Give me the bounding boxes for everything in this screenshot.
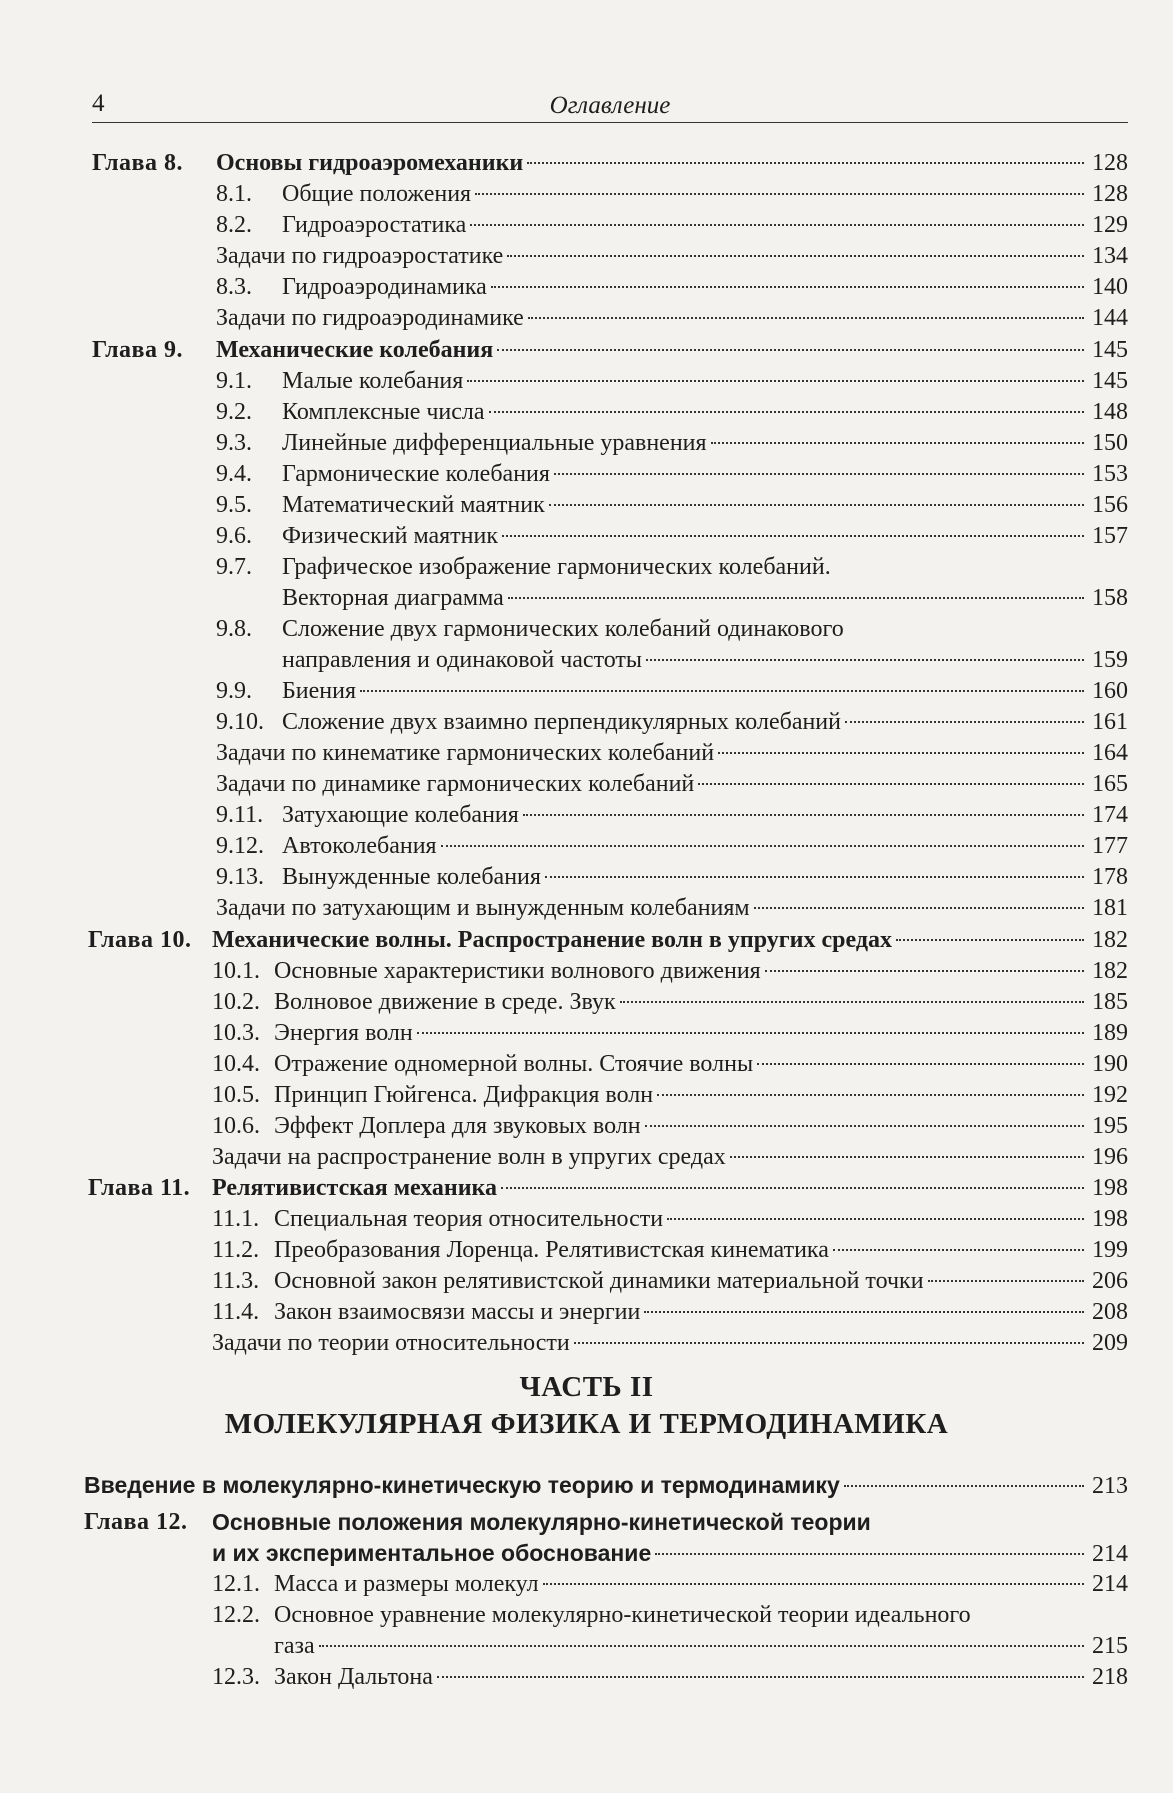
section-title: Гармонические колебания (282, 461, 550, 487)
section-title: Малые колебания (282, 368, 464, 394)
dot-leader (549, 504, 1084, 506)
section-title-line1: Основное уравнение молекулярно-кинетической теории идеального (274, 1602, 971, 1628)
section-number: 10.4. (212, 1051, 260, 1077)
toc-entry[interactable] (216, 833, 1128, 864)
section-number: 11.3. (212, 1268, 260, 1294)
toc-entry-chapter-11[interactable] (212, 1175, 1128, 1206)
dot-leader (441, 845, 1084, 847)
dot-leader (620, 1001, 1084, 1003)
toc-entry[interactable] (216, 864, 1128, 895)
section-title: Волновое движение в среде. Звук (274, 989, 616, 1015)
page-ref: 153 (1092, 461, 1128, 487)
section-title: Закон взаимосвязи массы и энергии (274, 1299, 641, 1325)
page-ref: 128 (1092, 150, 1128, 176)
section-title-line1: Графическое изображение гармонических колебаний. (282, 554, 831, 580)
toc-entry[interactable] (274, 1633, 1128, 1664)
section-number: 9.10. (216, 709, 264, 735)
dot-leader (644, 1311, 1084, 1313)
dot-leader (754, 907, 1084, 909)
section-number: 12.2. (212, 1602, 260, 1628)
chapter-8-label: Глава 8. (92, 150, 183, 176)
page-ref: 182 (1092, 958, 1128, 984)
toc-entry[interactable] (212, 1020, 1128, 1051)
problems-title: Задачи по гидроаэродинамике (216, 305, 524, 331)
section-title: Отражение одномерной волны. Стоячие волны (274, 1051, 754, 1077)
page-ref: 195 (1092, 1113, 1128, 1139)
section-title: Общие положения (282, 181, 472, 207)
page-ref: 156 (1092, 492, 1128, 518)
page-ref: 140 (1092, 274, 1128, 300)
section-number: 9.12. (216, 833, 264, 859)
section-title: Комплексные числа (282, 399, 485, 425)
dot-leader (554, 473, 1084, 475)
section-title: Гидроаэростатика (282, 212, 467, 238)
dot-leader (574, 1342, 1084, 1344)
page-ref: 160 (1092, 678, 1128, 704)
chapter-12-label: Глава 12. (84, 1509, 188, 1535)
dot-leader (896, 939, 1084, 941)
page-ref: 189 (1092, 1020, 1128, 1046)
page-ref: 161 (1092, 709, 1128, 735)
problems-title: Задачи по гидроаэростатике (216, 243, 504, 269)
section-title: Закон Дальтона (274, 1664, 433, 1690)
toc-entry[interactable] (216, 399, 1128, 430)
page-ref: 158 (1092, 585, 1128, 611)
page-ref: 198 (1092, 1175, 1128, 1201)
chapter-11-label: Глава 11. (88, 1175, 191, 1201)
page-ref: 209 (1092, 1330, 1128, 1356)
toc-entry[interactable] (212, 1664, 1128, 1695)
dot-leader (711, 442, 1084, 444)
chapter-9-label: Глава 9. (92, 337, 183, 363)
section-title: Масса и размеры молекул (274, 1571, 539, 1597)
page-ref: 157 (1092, 523, 1128, 549)
chapter-title: Механические колебания (216, 337, 494, 363)
section-title: Биения (282, 678, 357, 704)
section-number: 11.4. (212, 1299, 260, 1325)
page-ref: 198 (1092, 1206, 1128, 1232)
toc-entry[interactable] (216, 368, 1128, 399)
page-ref: 192 (1092, 1082, 1128, 1108)
toc-entry-chapter-8[interactable] (216, 150, 1128, 181)
section-title: Автоколебания (282, 833, 437, 859)
page-ref: 199 (1092, 1237, 1128, 1263)
section-number: 9.1. (216, 368, 252, 394)
dot-leader (655, 1553, 1084, 1555)
dot-leader (523, 814, 1084, 816)
toc-entry[interactable] (216, 802, 1128, 833)
section-number: 11.1. (212, 1206, 260, 1232)
page-ref: 208 (1092, 1299, 1128, 1325)
problems-title: Задачи на распространение волн в упругих средах (212, 1144, 726, 1170)
section-title: направления и одинаковой частоты (282, 647, 643, 673)
section-number: 12.1. (212, 1571, 260, 1597)
dot-leader (543, 1583, 1084, 1585)
section-number: 9.3. (216, 430, 252, 456)
toc-entry[interactable] (216, 212, 1128, 243)
page-ref: 214 (1092, 1541, 1128, 1567)
problems-title: Задачи по затухающим и вынужденным колебаниям (216, 895, 750, 921)
toc-entry[interactable] (212, 1144, 1128, 1175)
dot-leader (491, 286, 1084, 288)
toc-entry[interactable] (216, 461, 1128, 492)
toc-entry[interactable] (212, 1206, 1128, 1237)
dot-leader (645, 1125, 1084, 1127)
section-title: Специальная теория относительности (274, 1206, 664, 1232)
dot-leader (730, 1156, 1084, 1158)
dot-leader (698, 783, 1084, 785)
toc-entry-introduction[interactable] (84, 1472, 1128, 1503)
toc-entry[interactable] (212, 989, 1128, 1020)
page-ref: 165 (1092, 771, 1128, 797)
page-ref: 177 (1092, 833, 1128, 859)
section-number: 9.4. (216, 461, 252, 487)
page-ref: 178 (1092, 864, 1128, 890)
section-title: Физический маятник (282, 523, 498, 549)
toc-entry[interactable] (216, 430, 1128, 461)
toc-entry[interactable] (282, 585, 1128, 616)
page-ref: 190 (1092, 1051, 1128, 1077)
toc-entry[interactable] (212, 1082, 1128, 1113)
part-title-heading: МОЛЕКУЛЯРНАЯ ФИЗИКА И ТЕРМОДИНАМИКА (224, 1408, 949, 1440)
toc-entry[interactable] (216, 709, 1128, 740)
dot-leader (417, 1032, 1084, 1034)
dot-leader (475, 193, 1084, 195)
page-ref: 218 (1092, 1664, 1128, 1690)
toc-entry-chapter-9[interactable] (216, 337, 1128, 368)
section-number: 10.3. (212, 1020, 260, 1046)
page-ref: 185 (1092, 989, 1128, 1015)
toc-entry[interactable] (212, 1113, 1128, 1144)
page-ref: 129 (1092, 212, 1128, 238)
page-ref: 134 (1092, 243, 1128, 269)
page-ref: 148 (1092, 399, 1128, 425)
section-number: 10.1. (212, 958, 260, 984)
section-title: Принцип Гюйгенса. Дифракция волн (274, 1082, 654, 1108)
section-title: Гидроаэродинамика (282, 274, 487, 300)
chapter-title: и их экспериментальное обоснование (212, 1540, 652, 1566)
toc-entry[interactable] (216, 523, 1128, 554)
section-title: Энергия волн (274, 1020, 413, 1046)
toc-entry[interactable] (216, 678, 1128, 709)
section-title: Эффект Доплера для звуковых волн (274, 1113, 641, 1139)
section-title-line1: Сложение двух гармонических колебаний одинакового (282, 616, 844, 642)
toc-entry[interactable] (216, 181, 1128, 212)
toc-entry[interactable] (216, 274, 1128, 305)
section-title: Вынужденные колебания (282, 864, 541, 890)
section-number: 9.13. (216, 864, 264, 890)
page-number: 4 (92, 90, 105, 117)
section-title: Векторная диаграмма (282, 585, 504, 611)
page-ref: 159 (1092, 647, 1128, 673)
section-number: 8.3. (216, 274, 252, 300)
page-ref: 215 (1092, 1633, 1128, 1659)
problems-title: Задачи по динамике гармонических колебаний (216, 771, 695, 797)
page-ref: 182 (1092, 927, 1128, 953)
dot-leader (545, 876, 1084, 878)
intro-title: Введение в молекулярно-кинетическую теорию и термодинамику (84, 1472, 840, 1498)
toc-entry[interactable] (216, 492, 1128, 523)
chapter-title: Механические волны. Распространение волн в упругих средах (212, 927, 892, 953)
dot-leader (657, 1094, 1084, 1096)
section-title: газа (274, 1633, 315, 1659)
dot-leader (360, 690, 1084, 692)
section-title: Линейные дифференциальные уравнения (282, 430, 707, 456)
section-number: 8.1. (216, 181, 252, 207)
running-head (92, 90, 1128, 123)
page-ref: 128 (1092, 181, 1128, 207)
problems-title: Задачи по теории относительности (212, 1330, 570, 1356)
running-head-title: Оглавление (549, 92, 671, 119)
page-ref: 213 (1092, 1473, 1128, 1499)
dot-leader (845, 721, 1084, 723)
dot-leader (528, 317, 1084, 319)
page-ref: 150 (1092, 430, 1128, 456)
section-title: Сложение двух взаимно перпендикулярных колебаний (282, 709, 841, 735)
toc-entry[interactable] (282, 647, 1128, 678)
dot-leader (646, 659, 1084, 661)
dot-leader (501, 1187, 1084, 1189)
dot-leader (527, 162, 1084, 164)
section-number: 10.5. (212, 1082, 260, 1108)
dot-leader (467, 380, 1084, 382)
page-ref: 206 (1092, 1268, 1128, 1294)
section-number: 9.6. (216, 523, 252, 549)
section-number: 10.6. (212, 1113, 260, 1139)
section-title: Основные характеристики волнового движения (274, 958, 761, 984)
dot-leader (667, 1218, 1084, 1220)
section-number: 9.2. (216, 399, 252, 425)
page-ref: 174 (1092, 802, 1128, 828)
dot-leader (508, 597, 1084, 599)
section-title: Преобразования Лоренца. Релятивистская кинематика (274, 1237, 829, 1263)
toc-entry[interactable] (216, 895, 1128, 926)
dot-leader (489, 411, 1084, 413)
toc-entry[interactable] (216, 740, 1128, 771)
dot-leader (928, 1280, 1084, 1282)
toc-entry-chapter-12[interactable] (212, 1540, 1128, 1571)
section-number: 10.2. (212, 989, 260, 1015)
toc-entry[interactable] (212, 1330, 1128, 1361)
dot-leader (757, 1063, 1084, 1065)
chapter-10-label: Глава 10. (88, 927, 192, 953)
section-title: Основной закон релятивистской динамики материальной точки (274, 1268, 924, 1294)
toc-entry[interactable] (212, 958, 1128, 989)
page-ref: 181 (1092, 895, 1128, 921)
chapter-title: Основы гидроаэромеханики (216, 150, 524, 176)
toc-entry[interactable] (212, 1299, 1128, 1330)
page-ref: 145 (1092, 337, 1128, 363)
dot-leader (507, 255, 1084, 257)
chapter-title-line1: Основные положения молекулярно-кинетической теории (212, 1509, 871, 1535)
dot-leader (718, 752, 1084, 754)
section-number: 12.3. (212, 1664, 260, 1690)
toc-entry[interactable] (212, 1571, 1128, 1602)
section-number: 9.9. (216, 678, 252, 704)
toc-entry-chapter-10[interactable] (212, 927, 1128, 958)
section-number: 9.5. (216, 492, 252, 518)
dot-leader (319, 1645, 1084, 1647)
section-number: 11.2. (212, 1237, 260, 1263)
section-number: 9.11. (216, 802, 264, 828)
dot-leader (765, 970, 1084, 972)
section-number: 9.7. (216, 554, 252, 580)
page-ref: 164 (1092, 740, 1128, 766)
section-number: 9.8. (216, 616, 252, 642)
dot-leader (844, 1485, 1084, 1487)
part-number-heading: ЧАСТЬ II (519, 1371, 654, 1403)
section-title: Затухающие колебания (282, 802, 519, 828)
dot-leader (502, 535, 1084, 537)
dot-leader (470, 224, 1084, 226)
toc-entry[interactable] (216, 305, 1128, 336)
dot-leader (497, 349, 1084, 351)
toc-entry[interactable] (216, 771, 1128, 802)
chapter-title: Релятивистская механика (212, 1175, 498, 1201)
section-title: Математический маятник (282, 492, 545, 518)
toc-entry[interactable] (212, 1051, 1128, 1082)
problems-title: Задачи по кинематике гармонических колебаний (216, 740, 715, 766)
section-number: 8.2. (216, 212, 252, 238)
page-ref: 145 (1092, 368, 1128, 394)
toc-entry[interactable] (212, 1268, 1128, 1299)
dot-leader (437, 1676, 1084, 1678)
toc-entry[interactable] (216, 243, 1128, 274)
page-ref: 196 (1092, 1144, 1128, 1170)
page-ref: 214 (1092, 1571, 1128, 1597)
toc-entry[interactable] (212, 1237, 1128, 1268)
dot-leader (833, 1249, 1084, 1251)
page-ref: 144 (1092, 305, 1128, 331)
